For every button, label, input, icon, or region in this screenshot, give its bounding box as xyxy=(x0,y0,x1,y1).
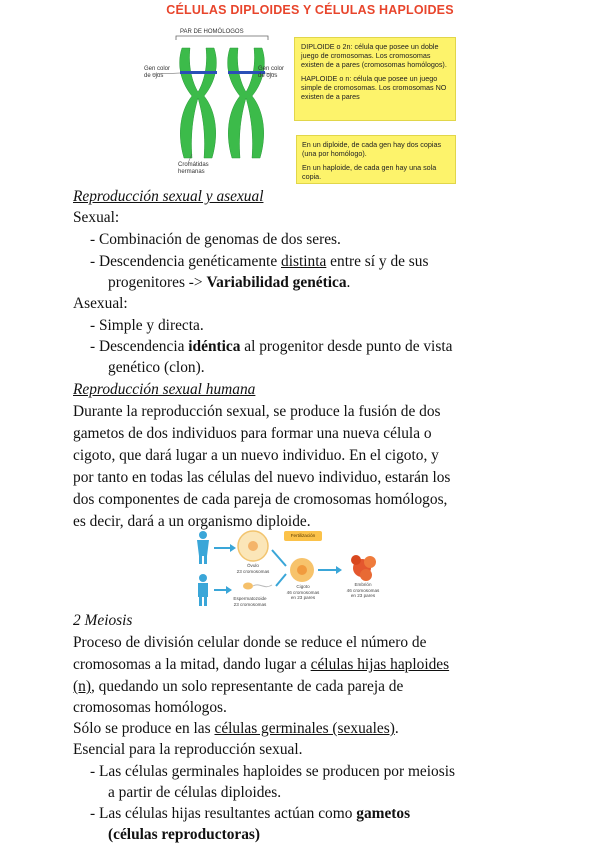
sexual-bullet-1: - Combinación de genomas de dos seres. xyxy=(90,231,341,248)
haploid-definition: HAPLOIDE o n: célula que posee un juego simple de cromosomas. Los cromosomas NO existen de a pares xyxy=(301,74,447,101)
diploid-definition: DIPLOIDE o 2n: célula que posee un doble juego de cromosomas. Los cromosomas existen de a pares (cromosomas homólogos). xyxy=(301,42,447,69)
gene-right-label: Gen color de ojos xyxy=(258,66,285,79)
page-title: CÉLULAS DIPLOIDES Y CÉLULAS HAPLOIDES xyxy=(166,3,454,17)
sperm-label: Espermatozoide 23 cromosomas xyxy=(233,596,267,607)
zygote-label: Cigoto 46 cromosomas en 23 pares xyxy=(286,584,320,600)
sexual-bullet-2: - Descendencia genéticamente distinta entre sí y de sus xyxy=(90,253,429,270)
chromatids-label: Cromátidas hermanas xyxy=(178,162,209,175)
asexual-bullet-1: - Simple y directa. xyxy=(90,317,204,334)
section-heading-meiosis: 2 Meiosis xyxy=(73,612,133,629)
embryo-label: Embrión 46 cromosomas en 23 pares xyxy=(346,582,380,598)
fertilization-figure xyxy=(190,528,414,612)
haploid-copies: En un haploide, de cada gen hay una sola copia. xyxy=(302,163,437,181)
paragraph-line: Durante la reproducción sexual, se produce la fusión de dos xyxy=(73,403,441,420)
asexual-bullet-2: - Descendencia idéntica al progenitor desde punto de vista xyxy=(90,338,453,355)
meiosis-line-6: Esencial para la reproducción sexual. xyxy=(73,741,303,758)
paragraph-line: dos componentes de cada pareja de cromosomas homólogos, xyxy=(73,491,448,508)
meiosis-line-1: Proceso de división celular donde se reduce el número de xyxy=(73,634,427,651)
meiosis-line-5: Sólo se produce en las células germinales (sexuales). xyxy=(73,720,399,737)
homologous-pair-figure xyxy=(140,26,288,176)
chromosome-illustration xyxy=(140,26,288,176)
definition-box xyxy=(294,37,456,121)
paragraph-line: es decir, dará a un organismo diploide. xyxy=(73,513,311,530)
asexual-label: Asexual: xyxy=(73,295,128,312)
meiosis-bullet-2: - Las células hijas resultantes actúan como gametos xyxy=(90,805,411,822)
sexual-bullet-2-cont: progenitores -> Variabilidad genética. xyxy=(108,274,351,291)
paragraph-line: cigoto, que dará lugar a un nuevo individuo. En el cigoto, y xyxy=(73,447,439,464)
section-heading-reproduction: Reproducción sexual y asexual xyxy=(73,188,264,205)
meiosis-line-4: cromosomas homólogos. xyxy=(73,699,227,716)
gene-left-label: Gen color de ojos xyxy=(144,66,171,79)
section-heading-human-reproduction: Reproducción sexual humana xyxy=(73,381,256,398)
meiosis-bullet-1: - Las células germinales haploides se producen por meiosis xyxy=(90,763,455,780)
paragraph-line: por tanto en todas las células del nuevo individuo, estarán los xyxy=(73,469,451,486)
asexual-bullet-2-cont: genético (clon). xyxy=(108,359,205,376)
meiosis-bullet-2-cont: (células reproductoras) xyxy=(108,826,261,843)
pair-label: PAR DE HOMÓLOGOS xyxy=(180,29,244,35)
meiosis-bullet-1-cont: a partir de células diploides. xyxy=(108,784,282,801)
meiosis-line-3: (n), quedando un solo representante de cada pareja de xyxy=(73,678,404,695)
sexual-label: Sexual: xyxy=(73,209,120,226)
paragraph-line: gametos de dos individuos para formar una nueva célula o xyxy=(73,425,432,442)
ovum-label: Óvulo 23 cromosomas xyxy=(236,563,270,574)
fertilization-label: Fertilización xyxy=(290,533,316,538)
diploid-copies: En un diploide, de cada gen hay dos copias (una por homólogo). xyxy=(302,140,442,158)
meiosis-line-2: cromosomas a la mitad, dando lugar a células hijas haploides xyxy=(73,656,450,673)
gene-copies-box xyxy=(296,135,456,184)
